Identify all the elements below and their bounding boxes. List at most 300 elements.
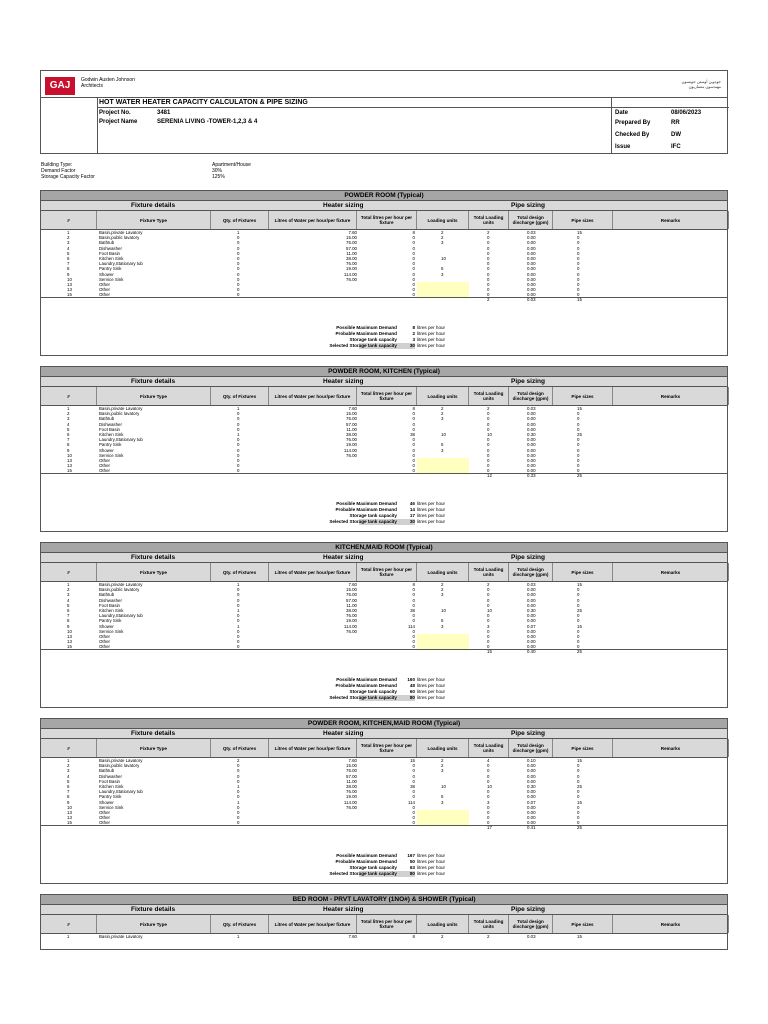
column-header-total: Total litres per hour per fixture xyxy=(357,739,417,757)
demand-summary xyxy=(41,677,729,707)
column-header-num: # xyxy=(41,387,97,405)
cell-total: 8 xyxy=(412,934,415,939)
cell-qty: 1 xyxy=(237,607,240,613)
cell-tlu: 0 xyxy=(487,245,490,251)
cell-num: 13 xyxy=(67,633,72,639)
cell-tlu: 0 xyxy=(487,763,490,769)
cell-lph: 114.00 xyxy=(343,623,357,629)
cell-type: Other xyxy=(99,815,110,821)
cell-lu: 3 xyxy=(441,623,444,629)
stc-label: Storage tank capacity xyxy=(349,513,397,518)
cell-tlu: 0 xyxy=(487,235,490,241)
cell-qty: 0 xyxy=(237,437,240,443)
cell-total: 0 xyxy=(412,644,415,650)
cell-tlu: 0 xyxy=(487,628,490,634)
cell-qty: 0 xyxy=(237,633,240,639)
stc-value: 63 xyxy=(409,865,415,870)
cell-total: 0 xyxy=(412,602,415,608)
cell-tdd: 0.00 xyxy=(527,809,536,815)
cell-lu: 3 xyxy=(441,799,444,805)
cell-pipe: 0 xyxy=(577,592,580,598)
cell-type: Shower xyxy=(99,623,114,629)
column-header-lu: Loading units xyxy=(417,387,469,405)
cell-num: 5 xyxy=(67,426,70,432)
cell-pipe: 0 xyxy=(577,602,580,608)
cell-type: Shower xyxy=(99,447,114,453)
stc-unit: litres per hour xyxy=(417,689,446,694)
cell-num: 15 xyxy=(67,644,72,650)
project-info xyxy=(40,98,728,154)
group-header-row xyxy=(41,377,727,387)
cell-pipe: 0 xyxy=(577,276,580,282)
cell-num: 1 xyxy=(67,406,70,411)
heater-sizing-label: Heater sizing xyxy=(323,906,364,913)
storage-factor: 125% xyxy=(212,174,225,180)
total-discharge: 0.03 xyxy=(527,297,536,303)
cell-lph: 57.00 xyxy=(346,245,357,251)
cell-tdd: 0.00 xyxy=(527,416,536,422)
cell-pipe: 0 xyxy=(577,618,580,624)
cell-qty: 1 xyxy=(237,582,240,587)
cell-type: Foot Basin xyxy=(99,250,120,256)
cell-total: 0 xyxy=(412,447,415,453)
cell-num: 15 xyxy=(67,292,72,298)
cell-lu: 3 xyxy=(441,768,444,774)
cell-num: 6 xyxy=(67,255,70,261)
cell-qty: 0 xyxy=(237,235,240,241)
column-header-lu: Loading units xyxy=(417,211,469,229)
stc-label: Storage tank capacity xyxy=(349,337,397,342)
column-header-total: Total litres per hour per fixture xyxy=(357,915,417,933)
cell-num: 4 xyxy=(67,597,70,603)
sstc-value: 30 xyxy=(409,343,415,348)
cell-tdd: 0.00 xyxy=(527,276,536,282)
sstc-unit: litres per hour xyxy=(417,871,446,876)
section-2 xyxy=(40,366,728,532)
cell-total: 0 xyxy=(412,457,415,463)
cell-qty: 0 xyxy=(237,463,240,469)
section-title: KITCHEN,MAID ROOM (Typical) xyxy=(41,543,727,553)
pmd-value: 46 xyxy=(409,501,415,506)
cell-type: Bathtub xyxy=(99,768,115,774)
cell-tlu: 0 xyxy=(487,815,490,821)
project-name-label: Project Name xyxy=(99,119,138,125)
cell-lph: 15.00 xyxy=(346,235,357,241)
cell-pipe: 0 xyxy=(577,804,580,810)
cell-lph: 7.60 xyxy=(348,758,357,763)
cell-pipe: 0 xyxy=(577,587,580,593)
cell-type: Service Sink xyxy=(99,628,124,634)
cell-tlu: 0 xyxy=(487,463,490,469)
cell-pipe: 0 xyxy=(577,809,580,815)
cell-total: 0 xyxy=(412,778,415,784)
cell-pipe: 0 xyxy=(577,468,580,474)
company-name xyxy=(81,77,135,89)
cell-tdd: 0.00 xyxy=(527,628,536,634)
cell-lph: 114.00 xyxy=(343,271,357,277)
section-title: BED ROOM - PRVT LAVATORY (1NO#) & SHOWER (Typical) xyxy=(41,895,727,905)
cell-qty: 0 xyxy=(237,592,240,598)
cell-tdd: 0.00 xyxy=(527,437,536,443)
column-header-qty: Qty. of Fixtures xyxy=(211,563,269,581)
cell-type: Other xyxy=(99,281,110,287)
total-discharge: 0.40 xyxy=(527,649,536,655)
cell-tlu: 0 xyxy=(487,292,490,298)
cell-tlu: 3 xyxy=(487,799,490,805)
cell-qty: 0 xyxy=(237,768,240,774)
stc-label: Storage tank capacity xyxy=(349,865,397,870)
section-bedroom xyxy=(40,894,728,950)
cell-lph: 76.00 xyxy=(346,613,357,619)
cell-lph: 38.00 xyxy=(346,255,357,261)
cell-tdd: 0.00 xyxy=(527,644,536,650)
cell-tdd: 0.03 xyxy=(527,230,536,235)
cell-tdd: 0.00 xyxy=(527,597,536,603)
cell-tdd: 0.00 xyxy=(527,261,536,267)
prepared-value: RR xyxy=(671,120,680,126)
cell-pipe: 0 xyxy=(577,416,580,422)
cell-pipe: 0 xyxy=(577,815,580,821)
cell-pipe: 15 xyxy=(577,623,582,629)
cell-total: 8 xyxy=(412,582,415,587)
cell-tdd: 0.00 xyxy=(527,255,536,261)
total-discharge: 0.33 xyxy=(527,473,536,479)
cell-total: 0 xyxy=(412,266,415,272)
cell-pipe: 0 xyxy=(577,633,580,639)
cell-tlu: 0 xyxy=(487,421,490,427)
cell-tlu: 0 xyxy=(487,602,490,608)
prd-label: Probable Maximum Demand xyxy=(335,683,397,688)
column-header-lu: Loading units xyxy=(417,739,469,757)
section-3 xyxy=(40,542,728,708)
cell-tdd: 0.00 xyxy=(527,592,536,598)
heater-sizing-label: Heater sizing xyxy=(323,730,364,737)
pipe-sizing-label: Pipe sizing xyxy=(511,730,545,737)
cell-total: 0 xyxy=(412,452,415,458)
cell-qty: 0 xyxy=(237,250,240,256)
cell-lu: 10 xyxy=(441,607,446,613)
cell-tdd: 0.00 xyxy=(527,442,536,448)
cell-pipe: 0 xyxy=(577,421,580,427)
total-loading-units: 17 xyxy=(487,825,492,831)
cell-num: 1 xyxy=(67,230,70,235)
cell-qty: 0 xyxy=(237,411,240,417)
cell-tdd: 0.00 xyxy=(527,602,536,608)
prd-unit: litres per hour xyxy=(417,507,446,512)
stc-value: 3 xyxy=(412,337,415,342)
sstc-label: Selected Storage tank capacity xyxy=(329,343,397,348)
cell-lph: 11.00 xyxy=(346,250,357,256)
cell-tdd: 0.10 xyxy=(527,758,536,763)
cell-pipe: 15 xyxy=(577,230,582,235)
cell-type: Service Sink xyxy=(99,276,124,282)
cell-total: 0 xyxy=(412,426,415,432)
sstc-value: 30 xyxy=(409,519,415,524)
cell-num: 10 xyxy=(67,276,72,282)
cell-qty: 0 xyxy=(237,644,240,650)
column-header-tdd: Total design discharge (gpm) xyxy=(509,915,553,933)
cell-tdd: 0.00 xyxy=(527,820,536,826)
cell-num: 7 xyxy=(67,789,70,795)
cell-qty: 0 xyxy=(237,416,240,422)
cell-total: 0 xyxy=(412,235,415,241)
cell-lph: 11.00 xyxy=(346,426,357,432)
cell-total: 38 xyxy=(410,431,415,437)
cell-total: 0 xyxy=(412,255,415,261)
cell-pipe: 0 xyxy=(577,794,580,800)
cell-lu: 3 xyxy=(441,416,444,422)
cell-lph: 76.00 xyxy=(346,592,357,598)
cell-type: Laundry,Stationary tub xyxy=(99,789,143,795)
cell-total: 0 xyxy=(412,794,415,800)
cell-lu: 2 xyxy=(441,582,444,587)
cell-type: Pantry Sink xyxy=(99,266,122,272)
cell-lu: 2 xyxy=(441,587,444,593)
cell-type: Other xyxy=(99,633,110,639)
pipe-sizing-label: Pipe sizing xyxy=(511,378,545,385)
cell-type: Foot Basin xyxy=(99,426,120,432)
cell-total: 0 xyxy=(412,618,415,624)
column-header-num: # xyxy=(41,211,97,229)
cell-lph: 15.00 xyxy=(346,411,357,417)
cell-type: Foot Basin xyxy=(99,778,120,784)
cell-type: Bathtub xyxy=(99,592,115,598)
cell-total: 0 xyxy=(412,773,415,779)
column-header-qty: Qty. of Fixtures xyxy=(211,915,269,933)
cell-pipe: 0 xyxy=(577,644,580,650)
cell-tlu: 0 xyxy=(487,587,490,593)
cell-total: 0 xyxy=(412,411,415,417)
cell-qty: 1 xyxy=(237,799,240,805)
stc-label: Storage tank capacity xyxy=(349,689,397,694)
column-header-tlu: Total Loading units xyxy=(469,387,509,405)
cell-qty: 0 xyxy=(237,789,240,795)
cell-qty: 1 xyxy=(237,783,240,789)
cell-total: 38 xyxy=(410,607,415,613)
cell-lu: 2 xyxy=(441,934,444,939)
arabic-line-1: جودوين أوستن جونسون xyxy=(681,79,721,84)
cell-total: 0 xyxy=(412,809,415,815)
date-value: 08/06/2023 xyxy=(671,110,702,116)
cell-num: 5 xyxy=(67,250,70,256)
cell-pipe: 0 xyxy=(577,266,580,272)
section-1 xyxy=(40,190,728,356)
cell-num: 1 xyxy=(67,934,70,939)
cell-qty: 0 xyxy=(237,287,240,293)
cell-qty: 0 xyxy=(237,778,240,784)
cell-lph: 11.00 xyxy=(346,778,357,784)
cell-num: 13 xyxy=(67,815,72,821)
cell-num: 1 xyxy=(67,758,70,763)
cell-pipe: 15 xyxy=(577,406,582,411)
cell-tlu: 0 xyxy=(487,255,490,261)
sstc-value: 80 xyxy=(409,871,415,876)
cell-tlu: 0 xyxy=(487,768,490,774)
cell-type: Service Sink xyxy=(99,804,124,810)
cell-tdd: 0.00 xyxy=(527,250,536,256)
demand-summary xyxy=(41,325,729,355)
column-header-lph: Litres of Water per hour/per fixture xyxy=(269,915,357,933)
cell-type: Other xyxy=(99,457,110,463)
cell-type: Laundry,Stationary tub xyxy=(99,261,143,267)
group-header-row xyxy=(41,201,727,211)
cell-tdd: 0.07 xyxy=(527,799,536,805)
cell-qty: 0 xyxy=(237,773,240,779)
cell-total: 0 xyxy=(412,276,415,282)
column-header-qty: Qty. of Fixtures xyxy=(211,739,269,757)
cell-total: 0 xyxy=(412,261,415,267)
cell-qty: 0 xyxy=(237,447,240,453)
cell-num: 13 xyxy=(67,281,72,287)
cell-pipe: 0 xyxy=(577,597,580,603)
column-header-pipe: Pipe sizes xyxy=(553,915,613,933)
prd-label: Probable Maximum Demand xyxy=(335,859,397,864)
cell-type: Basin,private Lavatory xyxy=(99,934,143,939)
cell-tlu: 0 xyxy=(487,618,490,624)
cell-tdd: 0.00 xyxy=(527,281,536,287)
cell-tlu: 0 xyxy=(487,773,490,779)
prd-unit: litres per hour xyxy=(417,331,446,336)
pmd-value: 167 xyxy=(407,853,415,858)
cell-tdd: 0.00 xyxy=(527,633,536,639)
cell-qty: 0 xyxy=(237,457,240,463)
cell-lph: 114.00 xyxy=(343,799,357,805)
cell-qty: 0 xyxy=(237,266,240,272)
cell-num: 8 xyxy=(67,266,70,272)
pmd-unit: litres per hour xyxy=(417,677,446,682)
cell-tdd: 0.00 xyxy=(527,789,536,795)
column-header-num: # xyxy=(41,739,97,757)
cell-num: 4 xyxy=(67,421,70,427)
cell-type: Dishwasher xyxy=(99,421,122,427)
cell-total: 0 xyxy=(412,468,415,474)
cell-type: Service Sink xyxy=(99,452,124,458)
cell-tdd: 0.00 xyxy=(527,426,536,432)
cell-tlu: 0 xyxy=(487,442,490,448)
cell-num: 3 xyxy=(67,416,70,422)
prd-value: 2 xyxy=(412,331,415,336)
cell-type: Kitchen Sink xyxy=(99,783,124,789)
cell-pipe: 0 xyxy=(577,773,580,779)
total-loading-units: 12 xyxy=(487,473,492,479)
column-header-row xyxy=(41,739,727,758)
cell-lph: 57.00 xyxy=(346,597,357,603)
cell-pipe: 0 xyxy=(577,613,580,619)
cell-tdd: 0.00 xyxy=(527,421,536,427)
cell-lu: 2 xyxy=(441,230,444,235)
prd-unit: litres per hour xyxy=(417,859,446,864)
column-header-qty: Qty. of Fixtures xyxy=(211,387,269,405)
cell-qty: 0 xyxy=(237,602,240,608)
cell-tdd: 0.00 xyxy=(527,618,536,624)
sheet-title: HOT WATER HEATER CAPACITY CALCULATON & PIPE SIZING xyxy=(99,99,308,106)
cell-total: 0 xyxy=(412,768,415,774)
cell-qty: 0 xyxy=(237,628,240,634)
cell-qty: 0 xyxy=(237,618,240,624)
column-header-total: Total litres per hour per fixture xyxy=(357,211,417,229)
cell-lph: 11.00 xyxy=(346,602,357,608)
cell-qty: 0 xyxy=(237,261,240,267)
cell-tdd: 0.00 xyxy=(527,287,536,293)
cell-tdd: 0.00 xyxy=(527,639,536,645)
pmd-value: 8 xyxy=(412,325,415,330)
cell-total: 0 xyxy=(412,789,415,795)
max-pipe-size: 25 xyxy=(577,825,582,831)
fixture-rows xyxy=(41,758,727,830)
sstc-label: Selected Storage tank capacity xyxy=(329,519,397,524)
column-header-lph: Litres of Water per hour/per fixture xyxy=(269,563,357,581)
cell-pipe: 0 xyxy=(577,245,580,251)
cell-tdd: 0.00 xyxy=(527,804,536,810)
cell-lph: 7.60 xyxy=(348,230,357,235)
cell-total: 0 xyxy=(412,421,415,427)
fixture-row xyxy=(41,934,727,939)
pmd-label: Possible Maximum Demand xyxy=(336,677,397,682)
max-pipe-size: 25 xyxy=(577,649,582,655)
cell-total: 0 xyxy=(412,592,415,598)
cell-qty: 1 xyxy=(237,431,240,437)
prepared-label: Prepared By xyxy=(615,120,651,126)
cell-total: 114 xyxy=(408,623,415,629)
cell-pipe: 25 xyxy=(577,431,582,437)
fixture-details-label: Fixture details xyxy=(131,554,176,561)
column-header-lph: Litres of Water per hour/per fixture xyxy=(269,739,357,757)
cell-lu: 3 xyxy=(441,592,444,598)
cell-pipe: 0 xyxy=(577,463,580,469)
column-header-total: Total litres per hour per fixture xyxy=(357,563,417,581)
cell-pipe: 0 xyxy=(577,281,580,287)
cell-type: Kitchen Sink xyxy=(99,607,124,613)
cell-lph: 57.00 xyxy=(346,773,357,779)
cell-type: Other xyxy=(99,644,110,650)
cell-tdd: 0.00 xyxy=(527,245,536,251)
column-header-remarks: Remarks xyxy=(613,563,729,581)
cell-qty: 0 xyxy=(237,804,240,810)
cell-total: 0 xyxy=(412,250,415,256)
cell-pipe: 0 xyxy=(577,442,580,448)
cell-tdd: 0.00 xyxy=(527,768,536,774)
demand-factor-label: Demand Factor xyxy=(41,168,76,174)
stc-value: 17 xyxy=(409,513,415,518)
cell-tlu: 10 xyxy=(487,607,492,613)
cell-tlu: 3 xyxy=(487,623,490,629)
cell-qty: 0 xyxy=(237,794,240,800)
cell-pipe: 15 xyxy=(577,934,582,939)
cell-num: 8 xyxy=(67,794,70,800)
cell-num: 7 xyxy=(67,261,70,267)
cell-qty: 0 xyxy=(237,426,240,432)
cell-total: 15 xyxy=(410,758,415,763)
cell-lph: 76.00 xyxy=(346,416,357,422)
cell-pipe: 0 xyxy=(577,820,580,826)
prd-value: 48 xyxy=(409,683,415,688)
cell-total: 0 xyxy=(412,463,415,469)
cell-pipe: 0 xyxy=(577,437,580,443)
heater-sizing-label: Heater sizing xyxy=(323,202,364,209)
cell-total: 8 xyxy=(412,406,415,411)
cell-qty: 0 xyxy=(237,281,240,287)
cell-qty: 0 xyxy=(237,452,240,458)
cell-pipe: 0 xyxy=(577,628,580,634)
cell-tlu: 0 xyxy=(487,789,490,795)
project-no: 3481 xyxy=(157,110,171,116)
cell-lph: 76.00 xyxy=(346,789,357,795)
demand-factor: 30% xyxy=(212,168,223,174)
prd-unit: litres per hour xyxy=(417,683,446,688)
cell-num: 13 xyxy=(67,639,72,645)
cell-type: Foot Basin xyxy=(99,602,120,608)
stc-unit: litres per hour xyxy=(417,337,446,342)
